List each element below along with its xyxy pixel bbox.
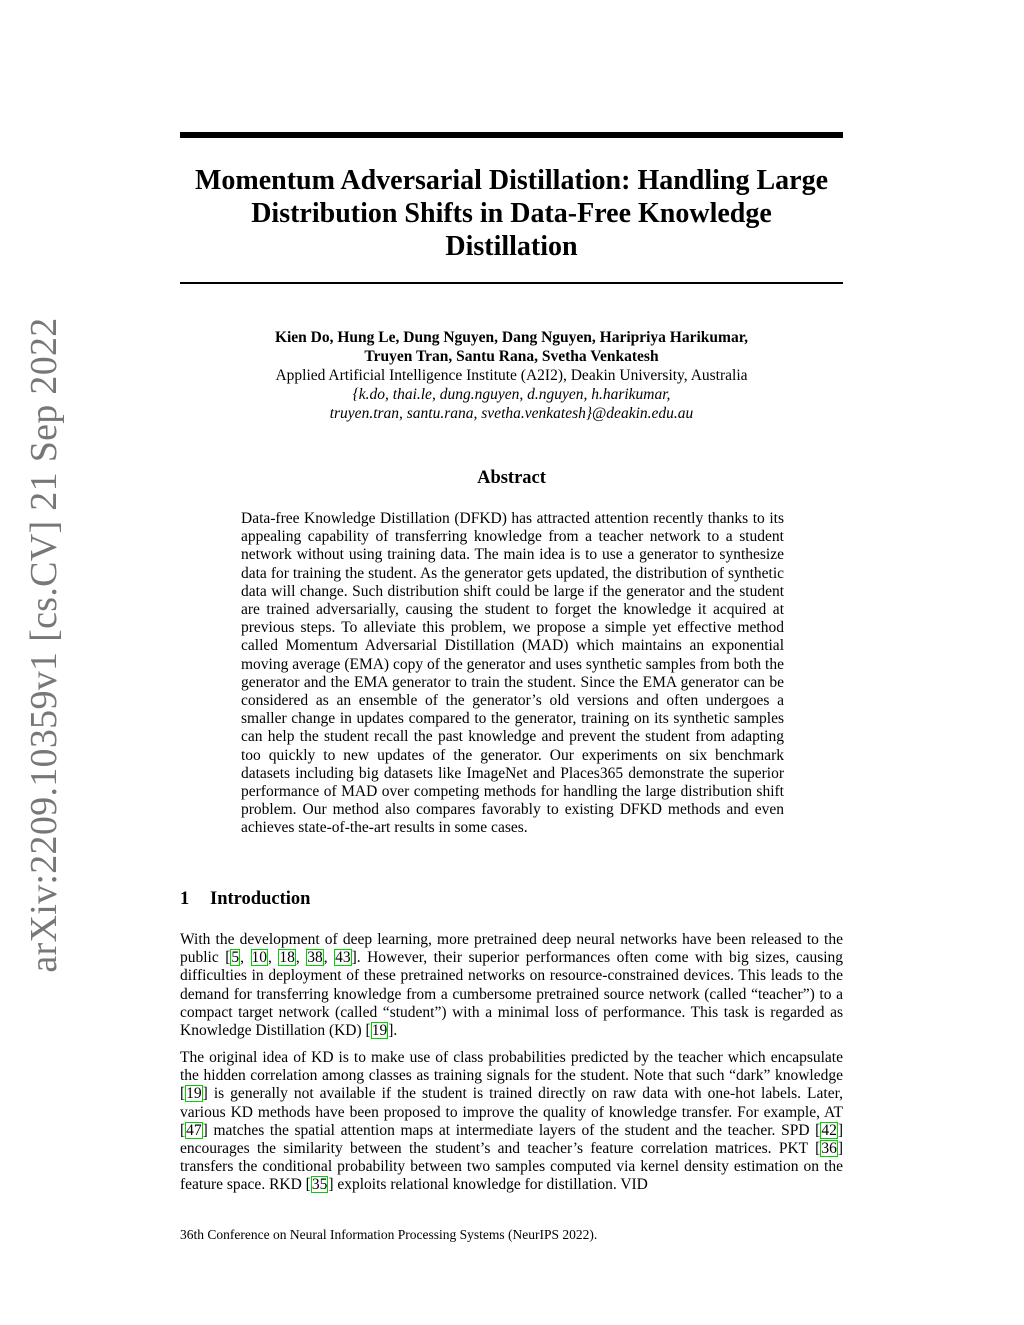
intro-paragraph-2 bbox=[180, 1049, 843, 1195]
abstract-heading: Abstract bbox=[477, 468, 546, 488]
citation-separator: , bbox=[268, 949, 279, 967]
paragraph-text: The original idea of KD is to make use of class probabilities predicted by the teacher which encapsulate the hidden correlation among classes as training signals for the student. Note that such “dark” knowledge [ bbox=[180, 1049, 843, 1103]
section-number: 1 bbox=[180, 889, 190, 909]
paragraph-text: ] encourages the similarity between the student’s and teacher’s feature correlation matrices. PKT [ bbox=[180, 1121, 843, 1158]
author-block bbox=[180, 328, 843, 423]
author-emails: {k.do, thai.le, dung.nguyen, d.nguyen, h.harikumar, bbox=[352, 386, 671, 403]
citation-link[interactable]: 43 bbox=[335, 949, 351, 967]
paragraph-text: ] matches the spatial attention maps at intermediate layers of the student and the teacher. SPD [ bbox=[202, 1121, 821, 1139]
arxiv-stamp: arXiv:2209.10359v1 [cs.CV] 21 Sep 2022 bbox=[23, 317, 65, 973]
citation-link[interactable]: 5 bbox=[231, 949, 240, 967]
title-top-rule bbox=[180, 132, 843, 138]
paper-title bbox=[180, 164, 843, 263]
author-names: Kien Do, Hung Le, Dung Nguyen, Dang Nguyen, Haripriya Harikumar, bbox=[274, 329, 749, 346]
paragraph-text: ] exploits relational knowledge for distillation. VID bbox=[328, 1176, 648, 1194]
abstract-body: Data-free Knowledge Distillation (DFKD) has attracted attention recently thanks to its appealing capability of transferring knowledge from a teacher network to a student network without using training data. The main idea is to use a generator to synthesize data for training the student. As the generator gets updated, the distribution of synthetic data will change. Such distribution shift could be large if the generator and the student are trained adversarially, causing the student to forget the knowledge it acquired at previous steps. To alleviate this problem, we propose a simple yet effective method called Momentum Adversarial Distillation (MAD) which maintains an exponential moving average (EMA) copy of the generator and uses synthetic samples from both the generator and the EMA generator to train the student. Since the EMA generator can be considered as an ensemble of the generator’s old versions and often undergoes a smaller change in updates compared to the generator, training on its synthetic samples can help the student recall the past knowledge and prevent the student from adapting too quickly to new updates of the generator. Our experiments on six benchmark datasets including big datasets like ImageNet and Places365 demonstrate the superior performance of MAD over competing methods for handling the large distribution shift problem. Our method also compares favorably to existing DFKD methods and even achieves state-of-the-art results in some cases. bbox=[241, 510, 784, 837]
citation-separator: , bbox=[295, 949, 307, 967]
title-line: Distillation bbox=[445, 231, 578, 262]
paragraph-text: ]. However, their superior performances often come with big sizes, causing difficulties in deployment of these pretrained networks on resource-constrained devices. This leads to the demand for transferring knowledge from a cumbersome pretrained source network (called “teacher”) to a compact target network (called “student”) with a minimal loss of performance. This task is regarded as Knowledge Distillation (KD) [ bbox=[180, 949, 844, 1040]
citation-link[interactable]: 47 bbox=[186, 1121, 202, 1139]
affiliation: Applied Artificial Intelligence Institute (A2I2), Deakin University, Australia bbox=[275, 367, 748, 384]
citation-link[interactable]: 42 bbox=[821, 1121, 837, 1139]
paragraph-text: ]. bbox=[388, 1022, 398, 1040]
paragraph-text: With the development of deep learning, more pretrained deep neural networks have been released to the public [ bbox=[180, 931, 843, 967]
author-names: Truyen Tran, Santu Rana, Svetha Venkatesh bbox=[364, 348, 659, 365]
title-bottom-rule bbox=[180, 282, 843, 284]
citation-link[interactable]: 36 bbox=[821, 1140, 837, 1158]
title-line: Momentum Adversarial Distillation: Handling Large bbox=[194, 165, 829, 196]
conference-footnote: 36th Conference on Neural Information Processing Systems (NeurIPS 2022). bbox=[180, 1227, 598, 1242]
title-line: Distribution Shifts in Data-Free Knowledge bbox=[251, 198, 772, 229]
citation-separator: , bbox=[240, 949, 251, 967]
citation-link[interactable]: 19 bbox=[371, 1022, 388, 1040]
citation-link[interactable]: 38 bbox=[307, 949, 323, 967]
paragraph-text: ] transfers the conditional probability between two samples computed via kernel density estimation on the feature space. RKD [ bbox=[180, 1140, 843, 1194]
intro-paragraph-1 bbox=[180, 931, 843, 1040]
citation-separator: , bbox=[323, 949, 335, 967]
citation-link[interactable]: 35 bbox=[311, 1176, 328, 1194]
citation-link[interactable]: 10 bbox=[251, 949, 267, 967]
citation-link[interactable]: 18 bbox=[279, 949, 295, 967]
section-title: Introduction bbox=[210, 889, 311, 909]
citation-link[interactable]: 19 bbox=[186, 1085, 202, 1103]
paragraph-text: ] is generally not available if the student is trained directly on raw data with one-hot labels. Later, various KD methods have been proposed to improve the quality of knowledge transfer. For example, AT [ bbox=[180, 1085, 843, 1139]
author-emails: truyen.tran, santu.rana, svetha.venkatesh}@deakin.edu.au bbox=[329, 405, 694, 422]
section-heading-introduction bbox=[180, 889, 310, 910]
